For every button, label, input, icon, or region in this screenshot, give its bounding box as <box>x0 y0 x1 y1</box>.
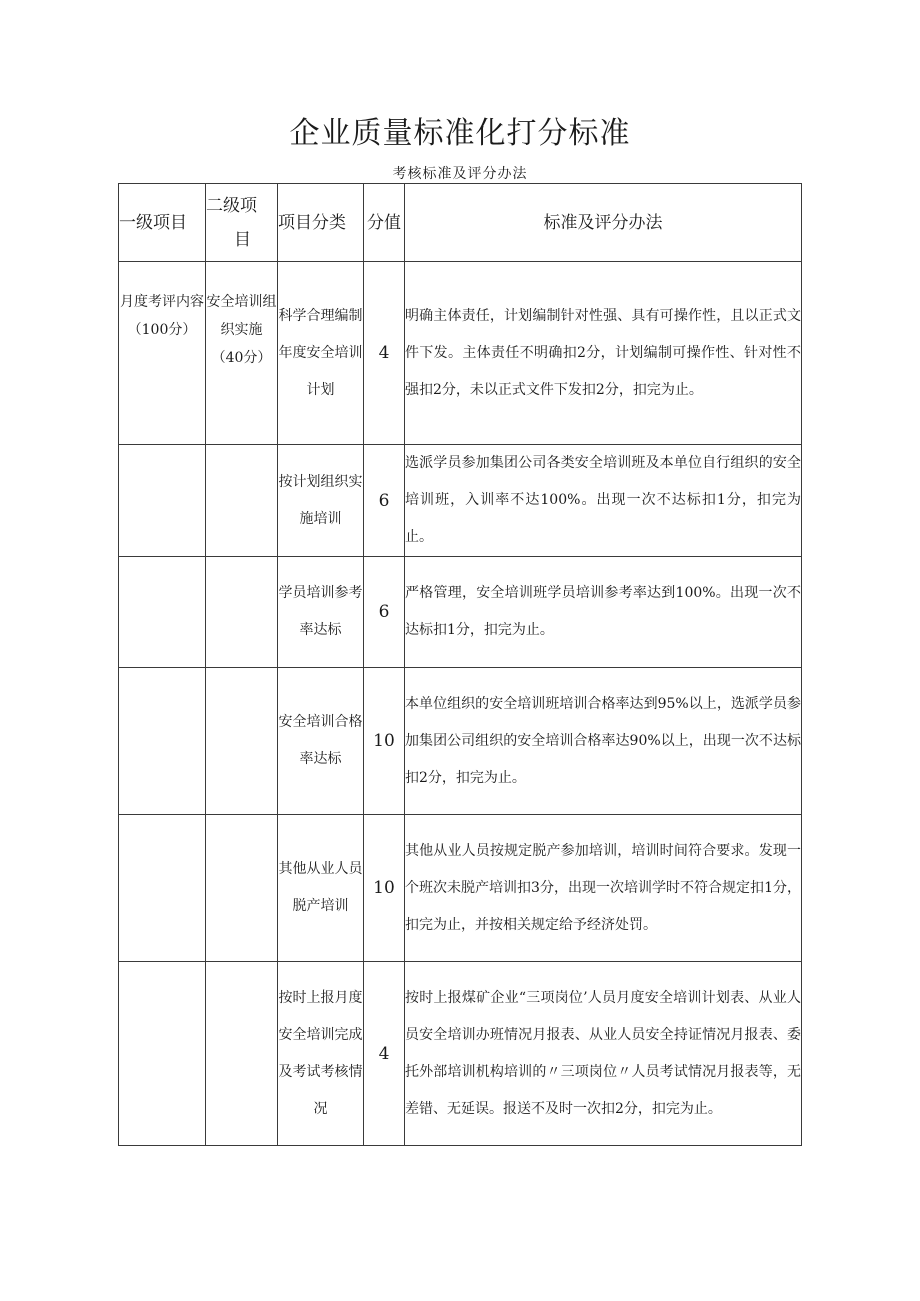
row5-level2 <box>206 815 278 962</box>
scoring-table <box>118 183 802 1146</box>
table-row <box>119 962 802 1146</box>
row3-standard: 严格管理，安全培训班学员培训参考率达到100%。出现一次不达标扣1分，扣完为止。 <box>405 557 802 668</box>
row5-category: 其他从业人员脱产培训 <box>278 815 364 962</box>
header-level2-line2: 目 <box>234 229 251 250</box>
row1-standard: 明确主体责任，计划编制针对性强、具有可操作性，且以正式文件下发。主体责任不明确扣2分，计划编制可操作性、针对性不强扣2分，未以正式文件下发扣2分，扣完为止。 <box>405 262 802 445</box>
row3-category: 学员培训参考率达标 <box>278 557 364 668</box>
row2-level1 <box>119 445 206 557</box>
table-row <box>119 557 802 668</box>
row4-score: 10 <box>364 668 405 815</box>
row6-category: 按时上报月度安全培训完成及考试考核情况 <box>278 962 364 1146</box>
row3-level2 <box>206 557 278 668</box>
header-standard: 标准及评分办法 <box>405 184 802 262</box>
row4-standard: 本单位组织的安全培训班培训合格率达到95%以上，选派学员参加集团公司组织的安全培训合格率达90%以上，出现一次不达标扣2分，扣完为止。 <box>405 668 802 815</box>
row2-category: 按计划组织实施培训 <box>278 445 364 557</box>
row2-score: 6 <box>364 445 405 557</box>
header-level2 <box>206 184 278 262</box>
row4-category: 安全培训合格率达标 <box>278 668 364 815</box>
row6-score: 4 <box>364 962 405 1146</box>
row4-level1 <box>119 668 206 815</box>
row5-standard: 其他从业人员按规定脱产参加培训，培训时间符合要求。发现一个班次未脱产培训扣3分，出现一次培训学时不符合规定扣1分，扣完为止，并按相关规定给予经济处罚。 <box>405 815 802 962</box>
table-row <box>119 815 802 962</box>
header-level1: 一级项目 <box>119 184 206 262</box>
header-score: 分值 <box>364 184 405 262</box>
table-header-row <box>119 184 802 262</box>
table-row <box>119 262 802 445</box>
row3-level1 <box>119 557 206 668</box>
header-level2-line1: 二级项 <box>206 195 257 216</box>
row6-level1 <box>119 962 206 1146</box>
row2-standard: 选派学员参加集团公司各类安全培训班及本单位自行组织的安全培训班，入训率不达100%。出现一次不达标扣1分，扣完为止。 <box>405 445 802 557</box>
row1-level1: 月度考评内容（100分） <box>119 262 206 445</box>
table-row <box>119 668 802 815</box>
document-subtitle: 考核标准及评分办法 <box>392 166 528 182</box>
row1-level2: 安全培训组织实施（40分） <box>206 262 278 445</box>
header-category: 项目分类 <box>278 184 364 262</box>
row2-level2 <box>206 445 278 557</box>
row1-category: 科学合理编制年度安全培训计划 <box>278 262 364 445</box>
row5-level1 <box>119 815 206 962</box>
row6-standard: 按时上报煤矿企业“三项岗位’人员月度安全培训计划表、从业人员安全培训办班情况月报表、从业人员安全持证情况月报表、委托外部培训机构培训的〃三项岗位〃人员考试情况月报表等，无差错、无延误。报送不及时一次扣2分，扣完为止。 <box>405 962 802 1146</box>
row5-score: 10 <box>364 815 405 962</box>
row1-score: 4 <box>364 262 405 445</box>
document-title: 企业质量标准化打分标准 <box>289 116 631 151</box>
row4-level2 <box>206 668 278 815</box>
row3-score: 6 <box>364 557 405 668</box>
table-row <box>119 445 802 557</box>
row6-level2 <box>206 962 278 1146</box>
